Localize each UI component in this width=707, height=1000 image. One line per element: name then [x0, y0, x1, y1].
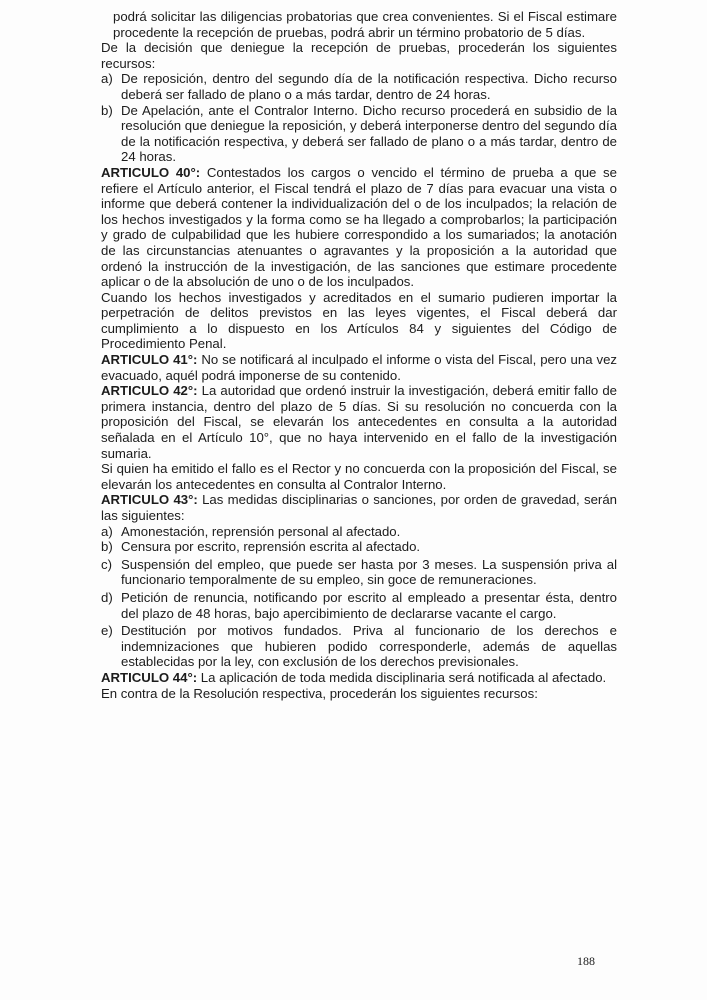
article-text: Las medidas disciplinarias o sanciones, por orden de gravedad, serán las siguientes:: [101, 492, 617, 523]
denial-intro-paragraph: De la decisión que deniegue la recepción de pruebas, procederán los siguientes recursos:: [101, 40, 617, 71]
list-item-text: Amonestación, reprensión personal al afectado.: [121, 523, 401, 539]
article-40: [101, 165, 617, 290]
article-label: ARTICULO 44°:: [101, 669, 198, 685]
article-label: ARTICULO 43°:: [101, 492, 198, 508]
page-number: 188: [577, 954, 595, 968]
article-label: ARTICULO 41°:: [101, 352, 198, 368]
list-item-text: De reposición, dentro del segundo día de la notificación respectiva. Dicho recurso deberá ser fallado de plano o a más tardar, dentro de 24 horas.: [121, 71, 617, 102]
list-marker: a): [101, 71, 113, 87]
list-item: [101, 557, 617, 588]
list-marker: b): [101, 102, 113, 118]
list-item: [101, 539, 617, 555]
list-item-text: Censura por escrito, reprensión escrita al afectado.: [121, 539, 421, 555]
article-40-paragraph-2: Cuando los hechos investigados y acreditados en el sumario pudieren importar la perpetración de delitos previstos en las leyes vigentes, el Fiscal deberá dar cumplimiento a lo dispuesto en los Artículos 84 y siguientes del Código de Procedimiento Penal.: [101, 289, 617, 352]
article-42-paragraph-2: Si quien ha emitido el fallo es el Rector y no concuerda con la proposición del Fiscal, se elevarán los antecedentes en consulta al Contralor Interno.: [101, 461, 617, 492]
list-item-text: Destitución por motivos fundados. Priva al funcionario de los derechos e indemnizaciones que hubieren podido corresponderle, además de aquellas establecidas por la ley, con exclusión de los derechos previsionales.: [121, 623, 617, 670]
article-42: [101, 383, 617, 461]
list-item: [101, 623, 617, 670]
list-item-text: Petición de renuncia, notificando por escrito al empleado a presentar ésta, dentro del plazo de 48 horas, bajo apercibimiento de declararse vacante el cargo.: [121, 589, 617, 621]
article-text: Contestados los cargos o vencido el término de prueba a que se refiere el Artículo anterior, el Fiscal tendrá el plazo de 7 días para evacuar una vista o informe que deberá contener la individualización del o de los inculpados; la relación de los hechos investigados y la forma como se ha llegado a comprobarlos; la participación y grado de culpabilidad que les hubiere correspondido a los sumariados; la anotación de las circunstancias atenuantes o agravantes y la proposición a la autoridad que ordenó la instrucción de la investigación, de las sanciones que estimare procedente aplicar o de la absolución de uno o de los inculpados.: [101, 164, 617, 290]
list-marker: a): [101, 523, 113, 539]
article-text: La autoridad que ordenó instruir la investigación, deberá emitir fallo de primera instancia, dentro del plazo de 5 días. Si su resolución no concuerda con la proposición del Fiscal, se elevarán los antecedentes en consulta a la autoridad señalada en el Artículo 10°, que no haya intervenido en el fallo de la investigación sumaria.: [101, 383, 617, 461]
document-body: [101, 9, 617, 701]
list-marker: b): [101, 539, 113, 555]
list-item-text: De Apelación, ante el Contralor Interno. Dicho recurso procederá en subsidio de la resolución que deniegue la reposición, y deberá interponerse dentro del segundo día de la notificación respectiva, y deberá ser fallado de plano o a más tardar, dentro de 24 horas.: [121, 102, 617, 165]
intro-paragraph: podrá solicitar las diligencias probatorias que crea convenientes. Si el Fiscal estimare procedente la recepción de pruebas, podrá abrir un término probatorio de 5 días.: [113, 9, 617, 40]
list-item: [101, 103, 617, 165]
article-label: ARTICULO 42°:: [101, 383, 198, 399]
list-item: [101, 71, 617, 102]
article-label: ARTICULO 40°:: [101, 164, 201, 180]
article-44: [101, 670, 617, 686]
list-item-text: Suspensión del empleo, que puede ser hasta por 3 meses. La suspensión priva al funcionario temporalmente de su empleo, sin goce de remuneraciones.: [121, 556, 617, 588]
list-item: [101, 524, 617, 540]
article-41: [101, 352, 617, 383]
article-44-paragraph-2: En contra de la Resolución respectiva, procederán los siguientes recursos:: [101, 685, 538, 701]
list-marker: e): [101, 623, 113, 639]
article-43: [101, 492, 617, 523]
list-item: [101, 590, 617, 621]
list-marker: c): [101, 556, 112, 572]
list-marker: d): [101, 589, 113, 605]
article-text: No se notificará al inculpado el informe o vista del Fiscal, pero una vez evacuado, aquél podrá imponerse de su contenido.: [101, 352, 618, 383]
article-text: La aplicación de toda medida disciplinaria será notificada al afectado.: [197, 669, 607, 685]
